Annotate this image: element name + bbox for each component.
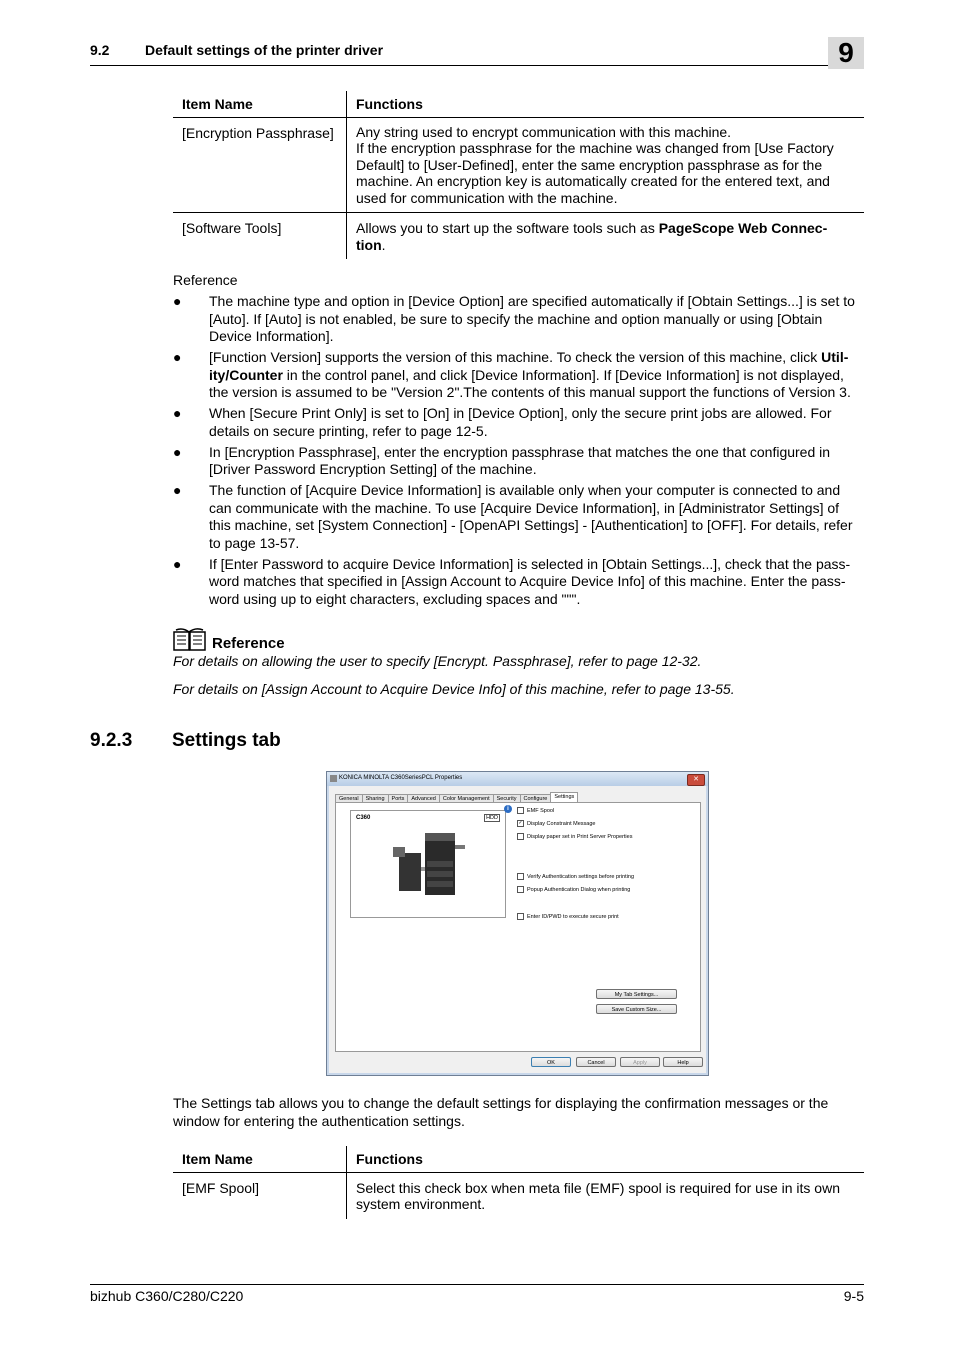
footer-rule xyxy=(90,1284,864,1285)
printer-icon xyxy=(330,775,337,782)
tab-security[interactable]: Security xyxy=(493,794,521,804)
close-icon[interactable]: ✕ xyxy=(687,774,705,786)
header-rule xyxy=(90,65,864,66)
list-item: ● The machine type and option in [Device Option] are specified automatically if [Obtain Settings...] is set to [Auto]. If [Auto] is not enabled, be sure to specify the machine and option manually or using [Obtain Device Information]. xyxy=(173,293,855,344)
settings-tab-screenshot xyxy=(326,771,709,1076)
tab-general[interactable]: General xyxy=(335,794,363,804)
checkbox-box[interactable] xyxy=(517,886,524,893)
checkbox-box[interactable] xyxy=(517,833,524,840)
footer-product: bizhub C360/C280/C220 xyxy=(90,1288,244,1304)
checkbox-box[interactable] xyxy=(517,913,524,920)
list-item: ● When [Secure Print Only] is set to [On] in [Device Option], only the secure print jobs are allowed. For details on secure printing, refer to page 12-5. xyxy=(173,405,832,439)
dialog-titlebar xyxy=(327,772,708,786)
header-section-title: Default settings of the printer driver xyxy=(145,42,384,58)
reference-bullet-list xyxy=(173,293,864,612)
cancel-button[interactable]: Cancel xyxy=(576,1057,616,1067)
bullet-text: The machine type and option in [Device Option] are specified automatically if [Obtain Settings...] is set to [Auto]. If [Auto] is not enabled, be sure to specify the machine and option manually or using [Obtain Device Information]. xyxy=(209,293,855,344)
tab-advanced[interactable]: Advanced xyxy=(407,794,439,804)
dialog-title: KONICA MINOLTA C360SeriesPCL Properties xyxy=(339,775,463,781)
checkbox-emf-spool[interactable] xyxy=(517,807,554,814)
section-title: Settings tab xyxy=(172,730,281,751)
checkbox-box[interactable] xyxy=(517,873,524,880)
column-header: Functions xyxy=(347,1146,865,1172)
bullet-text: The function of [Acquire Device Information] is available only when your computer is connected to and can communicate with the machine. To use [Acquire Device Information], in [Administrator Settings] of this machine, set [System Connection] - [OpenAPI Settings] - [Authentication] to [OFF]. For details, refer to page 13-57. xyxy=(209,482,853,551)
checkbox-label: Popup Authentication Dialog when printing xyxy=(527,886,631,893)
checkbox-label: Display Constraint Message xyxy=(527,820,596,827)
column-header: Functions xyxy=(347,91,865,117)
table-row xyxy=(173,1172,864,1219)
save-custom-size-button[interactable]: Save Custom Size... xyxy=(596,1004,677,1014)
chapter-number: 9 xyxy=(838,37,854,68)
tab-settings[interactable]: Settings xyxy=(550,792,578,804)
book-icon xyxy=(173,628,206,652)
section-number: 9.2.3 xyxy=(90,730,133,751)
device-code: HDD xyxy=(486,815,498,821)
functions-cell xyxy=(347,213,865,260)
tab-sharing[interactable]: Sharing xyxy=(362,794,389,804)
bullet-bold: Util-ity/Counter xyxy=(209,349,849,383)
tab-ports[interactable]: Ports xyxy=(388,794,409,804)
device-preview xyxy=(350,810,506,918)
column-header: Item Name xyxy=(173,1146,347,1172)
table-header-row xyxy=(173,1146,864,1172)
tab-color-management[interactable]: Color Management xyxy=(439,794,494,804)
header-section-number: 9.2 xyxy=(90,42,110,58)
functions-table-2 xyxy=(173,1146,864,1219)
checkbox-display-constraint[interactable] xyxy=(517,820,595,827)
checkbox-label: EMF Spool xyxy=(527,807,555,814)
help-button[interactable]: Help xyxy=(663,1057,703,1067)
reference-label: Reference xyxy=(173,272,238,288)
checkbox-enter-id-pwd[interactable] xyxy=(517,913,619,920)
checkbox-display-paper-set[interactable] xyxy=(517,833,632,840)
list-item: ● If [Enter Password to acquire Device Information] is selected in [Obtain Settings...], check that the pass-word matches that specified in [Assign Account to Acquire Device Info] of this machine. Enter the pass-word using up to eight characters, excluding spaces and """. xyxy=(173,555,851,607)
my-tab-settings-button[interactable]: My Tab Settings... xyxy=(596,989,677,999)
item-name-cell: [EMF Spool] xyxy=(182,1179,260,1196)
checkbox-label: Verify Authentication settings before printing xyxy=(527,873,635,880)
item-name-cell: [Encryption Passphrase] xyxy=(173,117,347,213)
apply-button[interactable]: Apply xyxy=(620,1057,660,1067)
checkbox-box[interactable] xyxy=(517,807,524,814)
tab-configure[interactable]: Configure xyxy=(520,794,552,804)
checkbox-label: Enter ID/PWD to execute secure print xyxy=(527,913,619,920)
bullet-text: [Function Version] supports the version of this machine. To check the version of this machine, click xyxy=(209,349,822,365)
reference-title: Reference xyxy=(212,635,285,652)
tab-strip xyxy=(335,792,577,802)
functions-cell: Any string used to encrypt communication with this machine. If the encryption passphrase for the machine was changed from [Use Factory Default] to [User-Defined], enter the same encryption passphrase as for the machine. An encryption key is automatically created for the entered text, and used for communication with the machine. xyxy=(347,117,865,213)
checkbox-popup-auth[interactable] xyxy=(517,886,630,893)
settings-panel xyxy=(335,802,701,1052)
functions-bold: PageScope Web Connec-tion xyxy=(356,220,828,253)
list-item: ● In [Encryption Passphrase], enter the encryption passphrase that matches the one that configured in [Driver Password Encryption Setting] of the machine. xyxy=(173,443,831,477)
info-icon[interactable]: i xyxy=(504,805,512,813)
column-header: Item Name xyxy=(173,91,347,117)
checkbox-label: Display paper set in Print Server Properties xyxy=(527,833,633,840)
functions-cell: Select this check box when meta file (EMF) spool is required for use in its own system environment. xyxy=(347,1172,865,1219)
footer-page-number: 9-5 xyxy=(843,1288,864,1304)
dialog-body xyxy=(329,786,706,1073)
functions-text: . xyxy=(381,236,386,253)
functions-table-1 xyxy=(173,91,864,259)
reference-line: For details on [Assign Account to Acquire Device Info] of this machine, refer to page 13-55. xyxy=(173,681,735,697)
table-row xyxy=(173,117,864,213)
printer-image xyxy=(391,831,471,897)
bullet-text: In [Encryption Passphrase], enter the encryption passphrase that matches the one that configured in [Driver Password Encryption Setting] of the machine. xyxy=(209,443,831,477)
check-icon[interactable]: ✓ xyxy=(518,820,523,826)
device-name: C360 xyxy=(356,815,371,821)
list-item: ● [Function Version] supports the version of this machine. To check the version of this machine, click Util-ity/Counter in the control panel, and click [Device Information]. If [Device Information] is not displayed, the version is assumed to be "Version 2".The contents of this manual support the functions of Version 3. xyxy=(173,349,851,400)
reference-line: For details on allowing the user to specify [Encrypt. Passphrase], refer to page 12-32. xyxy=(173,653,702,669)
table-header-row xyxy=(173,91,864,117)
settings-tab-description: The Settings tab allows you to change the default settings for displaying the confirmation messages or the window for entering the authentication settings. xyxy=(173,1095,829,1129)
bullet-text: If [Enter Password to acquire Device Information] is selected in [Obtain Settings...], check that the pass-word matches that specified in [Assign Account to Acquire Device Info] of this machine. Enter the pass-word using up to eight characters, excluding spaces and """. xyxy=(209,555,851,607)
bullet-text: in the control panel, and click [Device Information]. If [Device Information] is not displayed, the version is assumed to be "Version 2".The contents of this manual support the functions of Version 3. xyxy=(209,366,851,400)
ok-button[interactable]: OK xyxy=(531,1057,571,1067)
list-item: ● The function of [Acquire Device Information] is available only when your computer is connected to and can communicate with the machine. To use [Acquire Device Information], in [Administrator Settings] of this machine, set [System Connection] - [OpenAPI Settings] - [Authentication] to [OFF]. For details, refer to page 13-57. xyxy=(173,482,853,551)
checkbox-verify-auth[interactable] xyxy=(517,873,634,880)
bullet-text: When [Secure Print Only] is set to [On] in [Device Option], only the secure print jobs are allowed. For details on secure printing, refer to page 12-5. xyxy=(209,405,832,439)
item-name-cell: [Software Tools] xyxy=(182,220,282,236)
functions-text: Allows you to start up the software tools such as xyxy=(356,220,659,236)
table-row xyxy=(173,213,864,260)
